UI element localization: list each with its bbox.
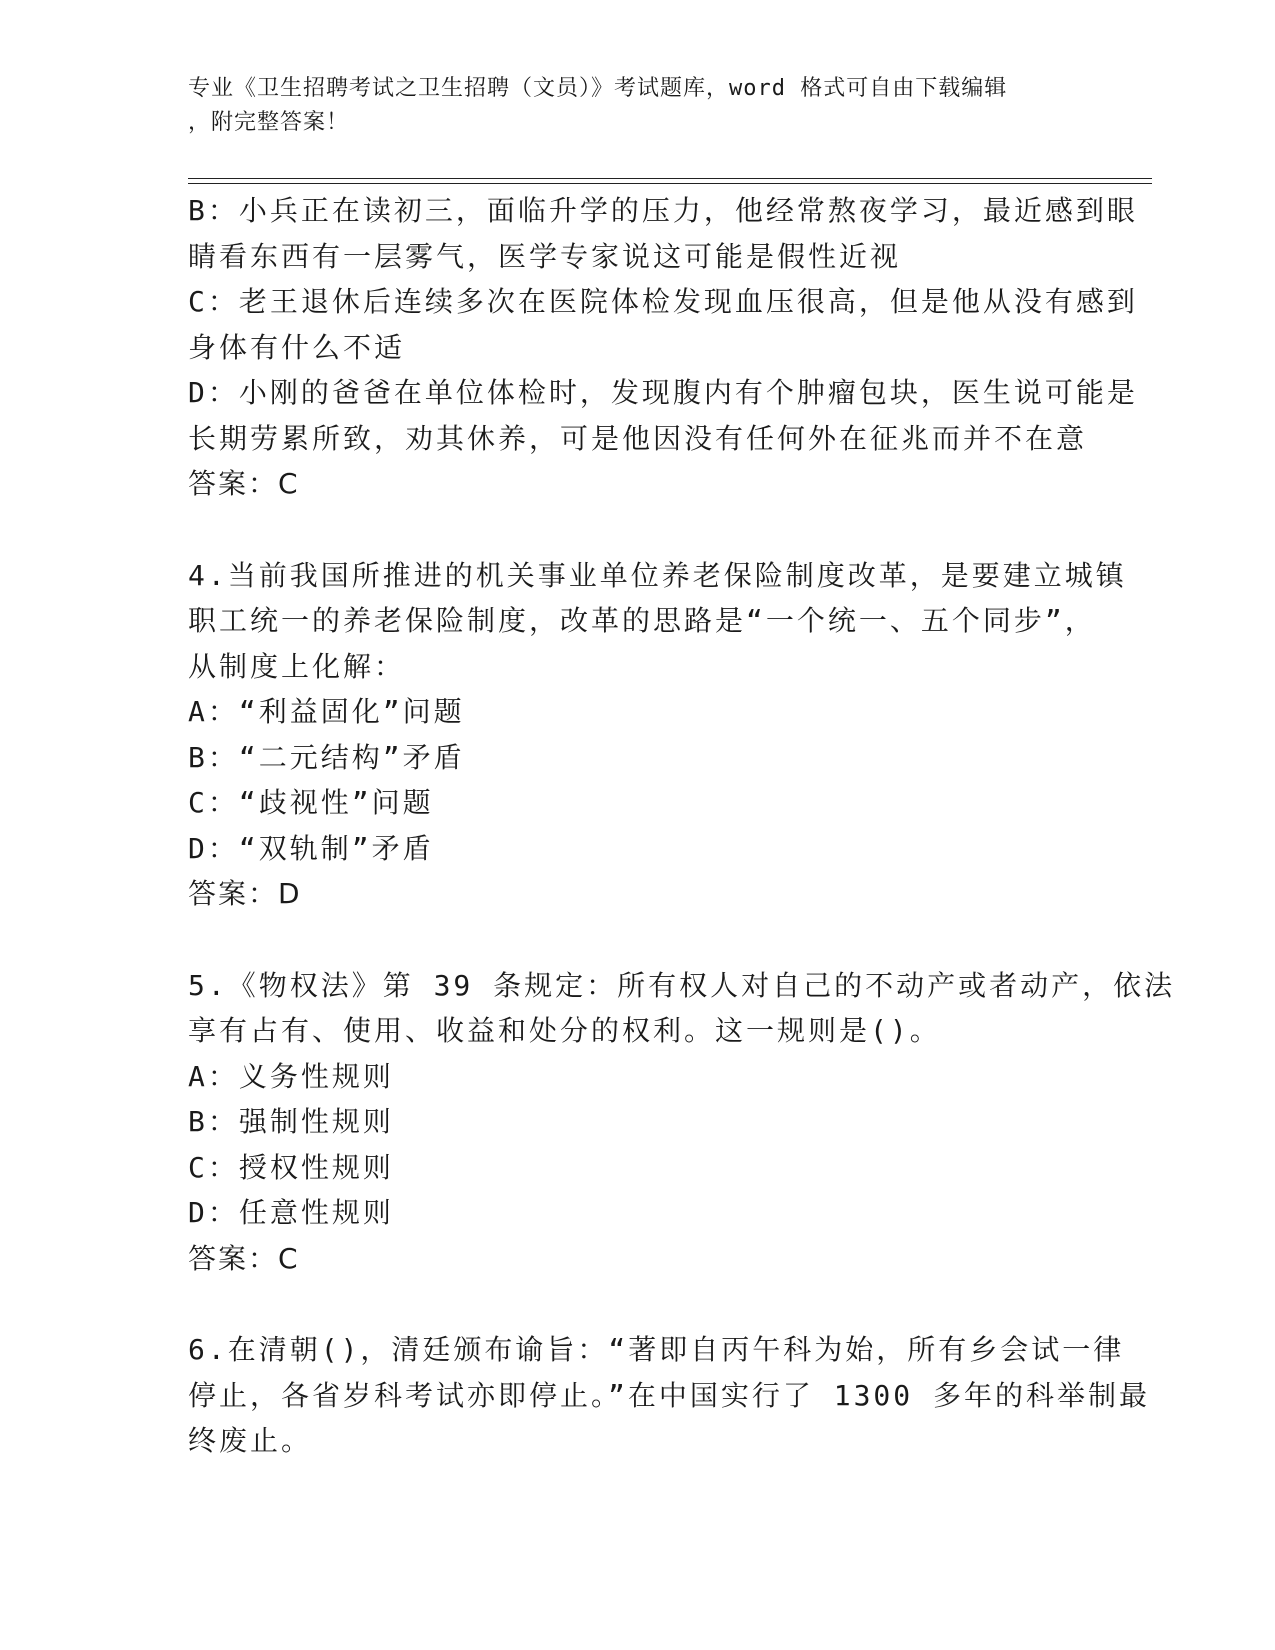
question-stem-line: 5.《物权法》第 39 条规定：所有权人对自己的不动产或者动产，依法 <box>188 968 1176 1002</box>
option-b-line: B：“二元结构”矛盾 <box>188 740 465 774</box>
option-d-line: D：“双轨制”矛盾 <box>188 831 434 865</box>
option-d-line: 长期劳累所致，劝其休养，可是他因没有任何外在征兆而并不在意 <box>188 421 1088 455</box>
answer-line: 答案：D <box>188 877 302 910</box>
header-line-2: ，附完整答案！ <box>188 110 350 135</box>
spacer <box>188 507 1088 553</box>
option-b-line: B：强制性规则 <box>188 1105 394 1138</box>
answer-line: 答案：C <box>188 467 300 500</box>
option-a-line: A：义务性规则 <box>188 1059 394 1093</box>
question-4 <box>188 553 1127 917</box>
question-stem-line: 享有占有、使用、收益和处分的权利。这一规则是()。 <box>188 1014 941 1047</box>
question-6 <box>188 1327 1151 1464</box>
document-body <box>188 188 1176 1464</box>
option-c-line: C：授权性规则 <box>188 1150 394 1184</box>
question-stem-line: 停止，各省岁科考试亦即停止。”在中国实行了 1300 多年的科举制最 <box>188 1378 1151 1412</box>
option-c-line: C：“歧视性”问题 <box>188 786 434 819</box>
option-d-line: D：任意性规则 <box>188 1196 394 1229</box>
header-divider-bottom <box>188 183 1152 184</box>
question-3-continued <box>188 188 1138 507</box>
question-stem-line: 职工统一的养老保险制度，改革的思路是“一个统一、五个同步”， <box>188 604 1096 637</box>
option-d-line: D：小刚的爸爸在单位体检时，发现腹内有个肿瘤包块，医生说可能是 <box>188 376 1138 409</box>
header-divider-top <box>188 178 1152 179</box>
header-line-1: 专业《卫生招聘考试之卫生招聘（文员）》考试题库，word 格式可自由下载编辑 <box>188 76 1008 101</box>
option-c-line: C：老王退休后连续多次在医院体检发现血压很高，但是他从没有感到 <box>188 285 1138 318</box>
question-stem-line: 4.当前我国所推进的机关事业单位养老保险制度改革，是要建立城镇 <box>188 558 1127 592</box>
option-c-line: 身体有什么不适 <box>188 330 406 364</box>
option-b-line: 睛看东西有一层雾气，医学专家说这可能是假性近视 <box>188 239 902 273</box>
document-header <box>188 72 1068 140</box>
option-b-line: B：小兵正在读初三，面临升学的压力，他经常熬夜学习，最近感到眼 <box>188 194 1138 227</box>
option-a-line: A：“利益固化”问题 <box>188 695 465 728</box>
question-stem-line: 从制度上化解： <box>188 649 406 683</box>
question-5 <box>188 963 1176 1282</box>
question-stem-line: 终废止。 <box>188 1424 313 1457</box>
question-stem-line: 6.在清朝()，清廷颁布谕旨：“著即自丙午科为始，所有乡会试一律 <box>188 1333 1125 1366</box>
spacer <box>188 1281 1088 1327</box>
answer-line: 答案：C <box>188 1241 300 1275</box>
spacer <box>188 917 1088 963</box>
